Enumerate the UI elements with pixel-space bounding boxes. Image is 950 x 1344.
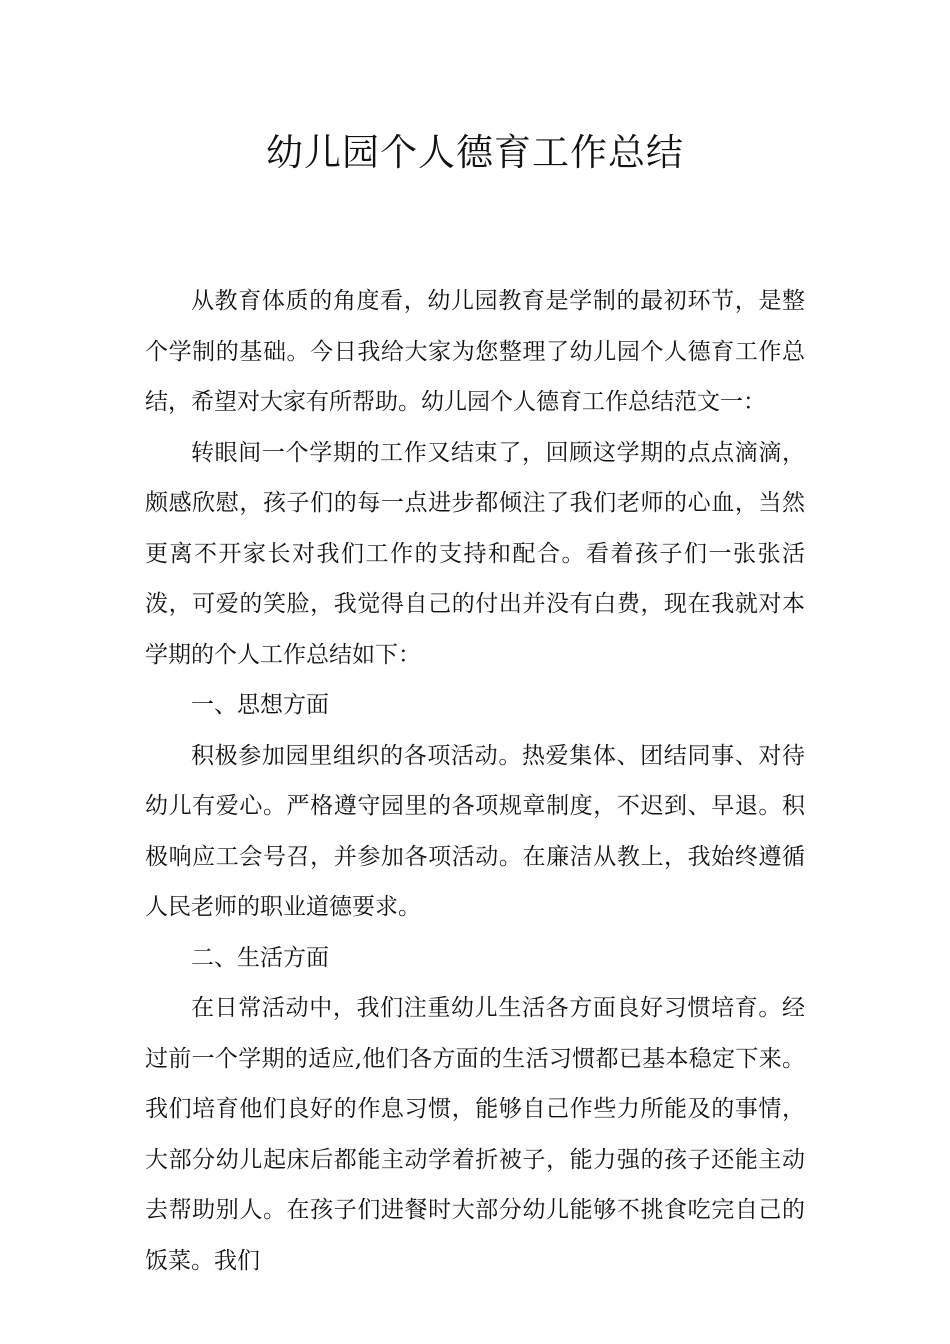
document-body: [145, 276, 805, 1286]
section-heading-life: 二、生活方面: [191, 944, 329, 971]
paragraph-intro: 从教育体质的角度看，幼儿园教育是学制的最初环节，是整个学制的基础。今日我给大家为您整理了幼儿园个人德育工作总结，希望对大家有所帮助。幼儿园个人德育工作总结范文一：: [145, 288, 805, 415]
paragraph-life: 在日常活动中，我们注重幼儿生活各方面良好习惯培育。经过前一个学期的适应,他们各方面的生活习惯都已基本稳定下来。我们培育他们良好的作息习惯，能够自己作些力所能及的事情，大部分幼儿起床后都能主动学着折被子，能力强的孩子还能主动去帮助别人。在孩子们进餐时大部分幼儿能够不挑食吃完自己的饭菜。我们: [145, 995, 805, 1274]
document-title: 幼儿园个人德育工作总结: [266, 131, 684, 174]
section-heading-thought: 一、思想方面: [191, 692, 329, 718]
paragraph-thought: 积极参加园里组织的各项活动。热爱集体、团结同事、对待幼儿有爱心。严格遵守园里的各项规章制度，不迟到、早退。积极响应工会号召，并参加各项活动。在廉洁从教上，我始终遵循人民老师的职业道德要求。: [145, 742, 805, 920]
paragraph-semester-review: 转眼间一个学期的工作又结束了，回顾这学期的点点滴滴，颇感欣慰，孩子们的每一点进步都倾注了我们老师的心血，当然更离不开家长对我们工作的支持和配合。看着孩子们一张张活泼，可爱的笑脸，我觉得自己的付出并没有白费，现在我就对本学期的个人工作总结如下：: [145, 439, 805, 668]
